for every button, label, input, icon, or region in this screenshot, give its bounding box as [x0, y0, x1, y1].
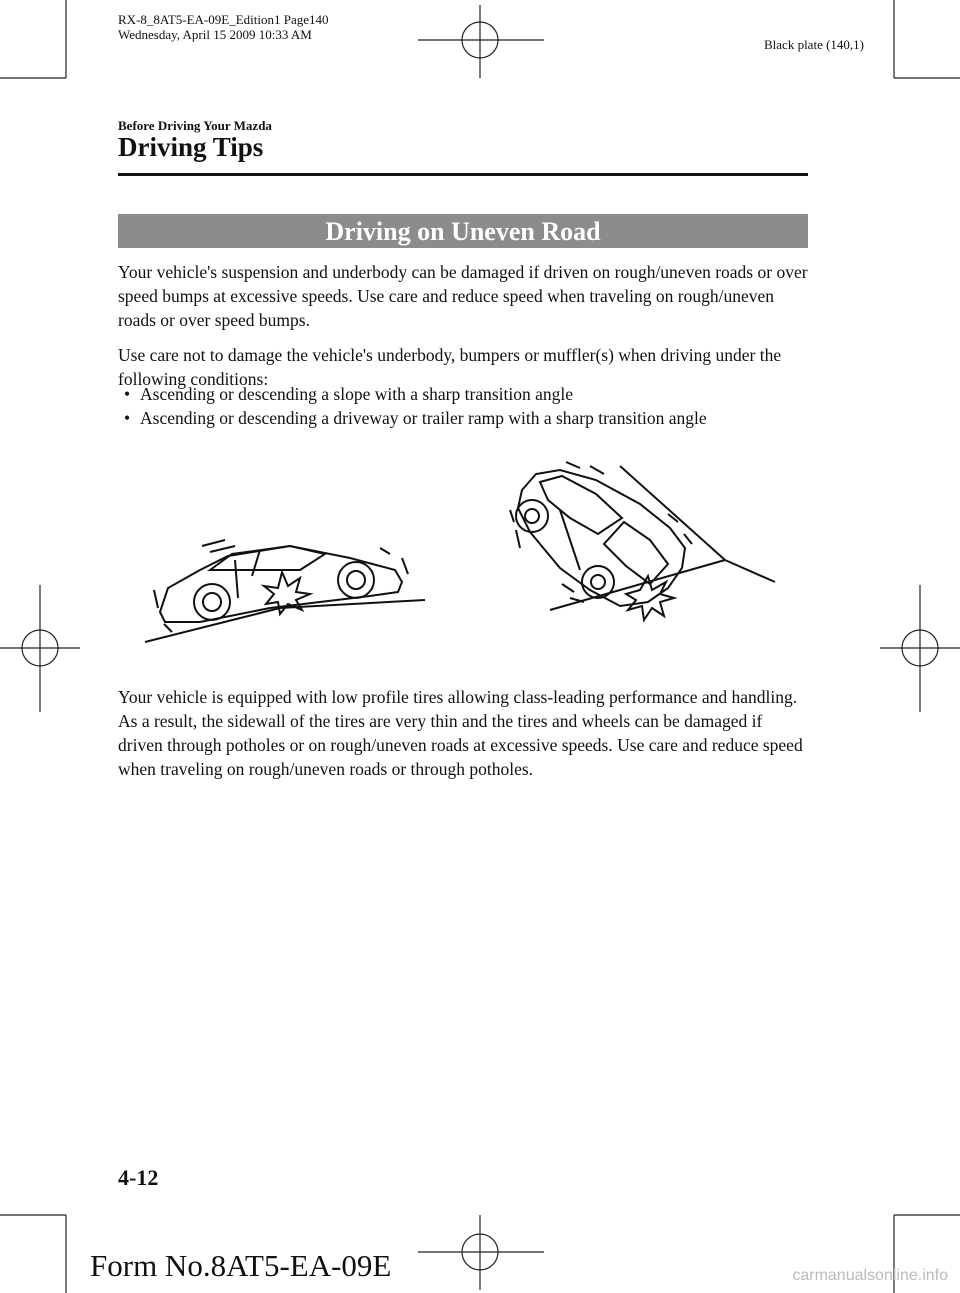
list-item-text: Ascending or descending a slope with a sharp transition angle [140, 384, 574, 404]
section-banner: Driving on Uneven Road [118, 214, 808, 248]
page-number: 4-12 [118, 1165, 159, 1190]
list-item [118, 382, 808, 406]
plate-label: Black plate (140,1) [764, 37, 864, 52]
print-header-meta [118, 12, 329, 42]
bullet-icon: • [124, 384, 131, 404]
file-line: RX-8_8AT5-EA-09E_Edition1 Page140 [118, 12, 329, 27]
bullet-icon: • [124, 408, 131, 428]
section-label: Before Driving Your Mazda [118, 118, 272, 133]
car-on-slope-illustration [140, 530, 440, 660]
paragraph-conditions: Use care not to damage the vehicle's underbody, bumpers or muffler(s) when driving under the following conditions: [118, 345, 782, 389]
watermark: carmanualsonline.info [792, 1267, 948, 1284]
title-rule [118, 173, 808, 176]
car-on-ramp-illustration [500, 460, 780, 625]
date-line: Wednesday, April 15 2009 10:33 AM [118, 27, 312, 42]
list-item [118, 406, 808, 430]
paragraph-low-profile-tires: Your vehicle is equipped with low profile tires allowing class-leading performance and handling. As a result, the sidewall of the tires are very thin and the tires and wheels can be damaged if driven through potholes or on rough/uneven roads at excessive speeds. Use care and reduce speed when traveling on rough/uneven roads or through potholes. [118, 687, 803, 779]
page-title: Driving Tips [118, 132, 264, 162]
list-item-text: Ascending or descending a driveway or trailer ramp with a sharp transition angle [140, 408, 707, 428]
conditions-list [118, 382, 808, 430]
paragraph-suspension: Your vehicle's suspension and underbody can be damaged if driven on rough/uneven roads or over speed bumps at excessive speeds. Use care and reduce speed when traveling on rough/uneven roads or over speed bumps. [118, 262, 808, 330]
form-number: Form No.8AT5-EA-09E [90, 1248, 392, 1283]
